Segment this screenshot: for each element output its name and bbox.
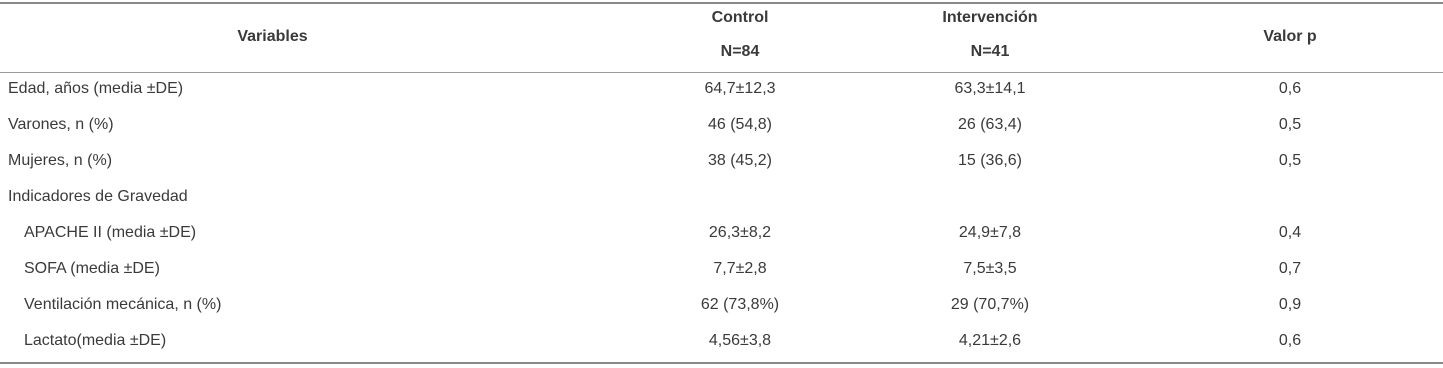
- row-p: 0,9: [1278, 296, 1302, 313]
- row-intervention: 26 (63,4): [957, 116, 1023, 133]
- header-p-value: Valor p: [1263, 28, 1317, 45]
- row-p: 0,6: [1278, 332, 1302, 349]
- header-control-n: N=84: [720, 43, 760, 60]
- row-control: 7,7±2,8: [713, 260, 767, 277]
- row-intervention: 63,3±14,1: [954, 80, 1026, 97]
- row-p: 0,7: [1278, 260, 1302, 277]
- row-p: 0,6: [1278, 80, 1302, 97]
- row-label: Lactato(media ±DE): [24, 332, 167, 349]
- row-intervention: 4,21±2,6: [958, 332, 1022, 349]
- row-p: 0,5: [1278, 116, 1302, 133]
- section-label: Indicadores de Gravedad: [8, 188, 188, 205]
- row-label: Edad, años (media ±DE): [8, 80, 184, 97]
- header-intervention: Intervención: [942, 9, 1038, 26]
- row-control: 38 (45,2): [707, 152, 773, 169]
- row-label: APACHE II (media ±DE): [24, 224, 197, 241]
- row-control: 64,7±12,3: [704, 80, 776, 97]
- row-intervention: 15 (36,6): [957, 152, 1023, 169]
- row-intervention: 29 (70,7%): [950, 296, 1030, 313]
- row-control: 26,3±8,2: [708, 224, 772, 241]
- row-label: SOFA (media ±DE): [24, 260, 160, 277]
- top-rule: [0, 2, 1443, 4]
- row-intervention: 24,9±7,8: [958, 224, 1022, 241]
- bottom-rule: [0, 362, 1443, 364]
- header-intervention-n: N=41: [970, 43, 1010, 60]
- header-rule: [0, 72, 1443, 73]
- row-label: Varones, n (%): [8, 116, 114, 133]
- row-control: 4,56±3,8: [708, 332, 772, 349]
- row-intervention: 7,5±3,5: [963, 260, 1017, 277]
- row-p: 0,4: [1278, 224, 1302, 241]
- row-label: Ventilación mecánica, n (%): [24, 296, 222, 313]
- row-label: Mujeres, n (%): [8, 152, 113, 169]
- row-control: 46 (54,8): [707, 116, 773, 133]
- row-control: 62 (73,8%): [700, 296, 780, 313]
- row-p: 0,5: [1278, 152, 1302, 169]
- header-control: Control: [711, 9, 769, 26]
- header-variables: Variables: [237, 28, 308, 45]
